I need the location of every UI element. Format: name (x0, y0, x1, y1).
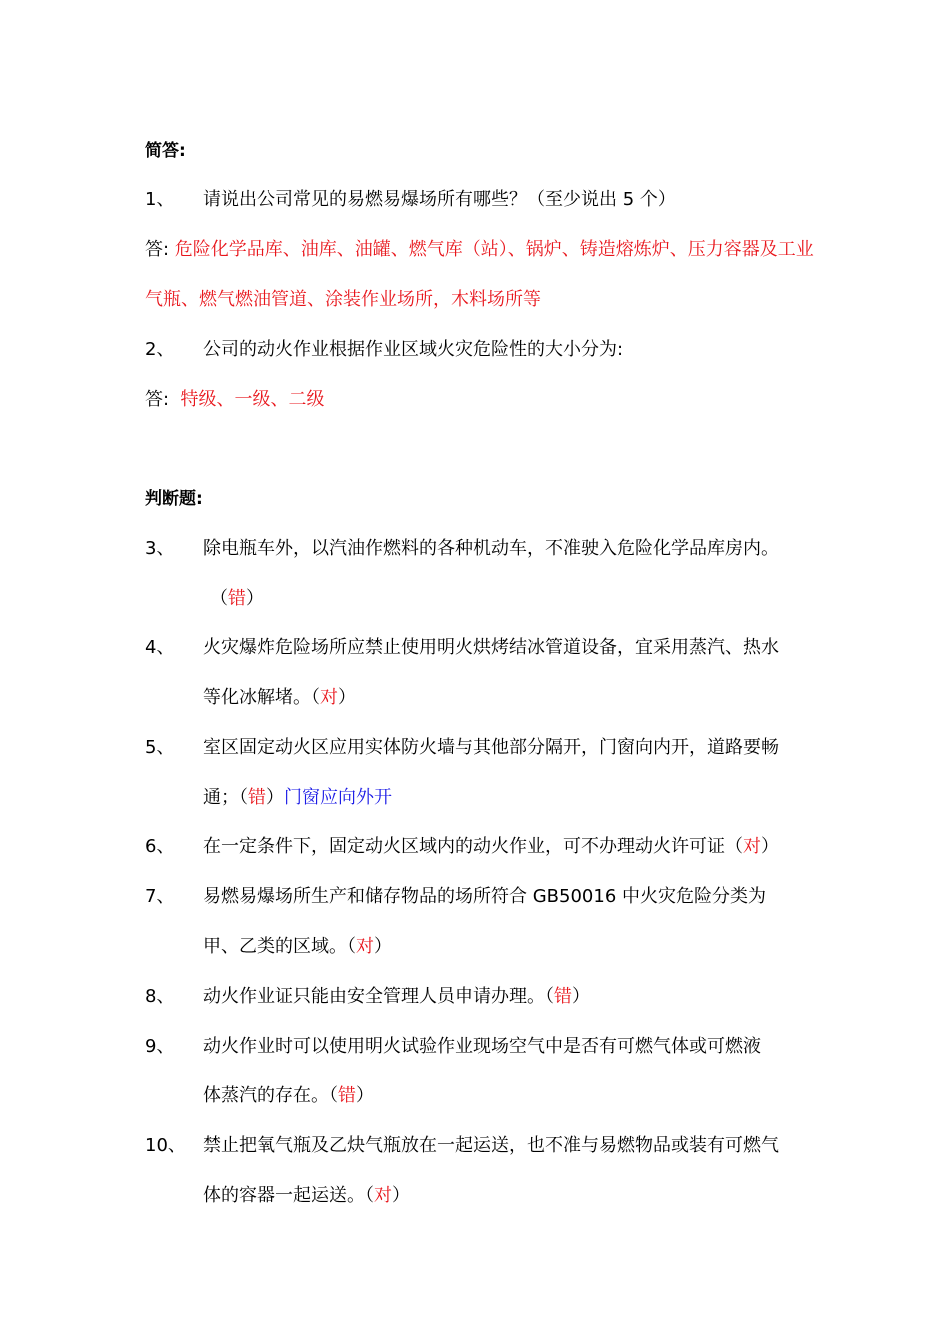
question-2 (0, 335, 950, 365)
correction-note: 门窗应向外开 (284, 787, 392, 808)
section-heading-short-answer (0, 136, 950, 166)
question-number: 2、 (145, 339, 175, 360)
judge-item-9-line-2 (0, 1081, 950, 1111)
question-continuation (203, 1081, 374, 1111)
judge-item-8-line-1 (0, 982, 950, 1012)
judge-item-10-line-2 (0, 1181, 950, 1211)
question-number: 4、 (145, 637, 175, 658)
judge-item-10-line-1 (0, 1131, 950, 1161)
question-text: 火灾爆炸危险场所应禁止使用明火烘烤结冰管道设备，宜采用蒸汽、热水 (203, 637, 779, 658)
question-text: 禁止把氧气瓶及乙炔气瓶放在一起运送，也不准与易燃物品或装有可燃气 (203, 1135, 779, 1156)
question-text-with-verdict (203, 982, 590, 1012)
verdict-block (210, 584, 264, 614)
question-text-cont: 等化冰解堵。 (203, 687, 311, 708)
question-number: 9、 (145, 1036, 175, 1057)
question-continuation (203, 932, 392, 962)
question-continuation (203, 683, 356, 713)
question-number: 1、 (145, 189, 175, 210)
answer-2 (0, 385, 950, 415)
judge-item-6-line-1 (0, 832, 950, 862)
answer-text: 特级、一级、二级 (180, 389, 325, 410)
answer-text: 危险化学品库、油库、油罐、燃气库（站）、锅炉、铸造熔炼炉、压力容器及工业 (174, 239, 814, 260)
paren-open: （ (239, 787, 248, 808)
verdict-text: 对 (356, 936, 374, 957)
question-continuation (203, 783, 392, 813)
question-text: 动火作业证只能由安全管理人员申请办理。 (203, 986, 545, 1007)
judge-item-5-line-1 (0, 733, 950, 763)
section-heading-true-false (0, 484, 950, 514)
heading-text: 判断题: (145, 489, 203, 509)
paren-close: ） (392, 1185, 410, 1206)
paren-close: ） (761, 836, 779, 857)
question-text-cont: 通； (203, 787, 239, 808)
question-number: 6、 (145, 836, 175, 857)
paren-open: （ (365, 1185, 374, 1206)
question-text-cont: 体蒸汽的存在。 (203, 1085, 329, 1106)
verdict-text: 错 (248, 787, 266, 808)
judge-item-4-line-2 (0, 683, 950, 713)
paren-close: ） (356, 1085, 374, 1106)
answer-1-line-2 (0, 285, 950, 315)
answer-prefix: 答: (145, 389, 170, 410)
answer-block (145, 385, 325, 415)
question-text: 易燃易爆场所生产和储存物品的场所符合 GB50016 中火灾危险分类为 (203, 886, 766, 907)
question-number: 3、 (145, 538, 175, 559)
question-number: 7、 (145, 886, 175, 907)
verdict-text: 对 (374, 1185, 392, 1206)
question-number: 8、 (145, 986, 175, 1007)
paren-open: （ (545, 986, 554, 1007)
question-text-cont: 体的容器一起运送。 (203, 1185, 365, 1206)
question-text: 请说出公司常见的易燃易爆场所有哪些？（至少说出 5 个） (203, 189, 676, 210)
judge-item-3-line-1 (0, 534, 950, 564)
paren-open: （ (311, 687, 320, 708)
judge-item-9-line-1 (0, 1032, 950, 1062)
paren-close: ） (572, 986, 590, 1007)
paren-close: ） (374, 936, 392, 957)
question-text-with-verdict (203, 832, 779, 862)
paren-open: （ (329, 1085, 338, 1106)
paren-open: （ (210, 588, 228, 609)
question-text: 动火作业时可以使用明火试验作业现场空气中是否有可燃气体或可燃液 (203, 1036, 761, 1057)
question-text: 除电瓶车外，以汽油作燃料的各种机动车，不准驶入危险化学品库房内。 (203, 538, 779, 559)
paren-close: ） (338, 687, 356, 708)
answer-1-line-1 (0, 235, 950, 265)
question-number: 5、 (145, 737, 175, 758)
verdict-text: 错 (228, 588, 246, 609)
paren-open: （ (725, 836, 743, 857)
judge-item-7-line-1 (0, 882, 950, 912)
heading-text: 简答: (145, 141, 186, 161)
verdict-text: 错 (554, 986, 572, 1007)
question-continuation (203, 1181, 410, 1211)
question-number: 10、 (145, 1135, 186, 1156)
judge-item-3-line-2 (0, 584, 950, 614)
verdict-text: 错 (338, 1085, 356, 1106)
judge-item-7-line-2 (0, 932, 950, 962)
paren-open: （ (347, 936, 356, 957)
paren-close: ） (246, 588, 264, 609)
verdict-text: 对 (320, 687, 338, 708)
paren-close: ） (266, 787, 284, 808)
question-text: 在一定条件下，固定动火区域内的动火作业，可不办理动火许可证 (203, 836, 725, 857)
verdict-text: 对 (743, 836, 761, 857)
question-text-cont: 甲、乙类的区域。 (203, 936, 347, 957)
question-1 (0, 185, 950, 215)
answer-block (145, 235, 814, 265)
answer-text: 气瓶、燃气燃油管道、涂装作业场所，木料场所等 (145, 289, 541, 310)
answer-prefix: 答: (145, 239, 175, 260)
judge-item-5-line-2 (0, 783, 950, 813)
judge-item-4-line-1 (0, 633, 950, 663)
question-text: 室区固定动火区应用实体防火墙与其他部分隔开，门窗向内开，道路要畅 (203, 737, 779, 758)
question-text: 公司的动火作业根据作业区域火灾危险性的大小分为: (203, 339, 624, 360)
